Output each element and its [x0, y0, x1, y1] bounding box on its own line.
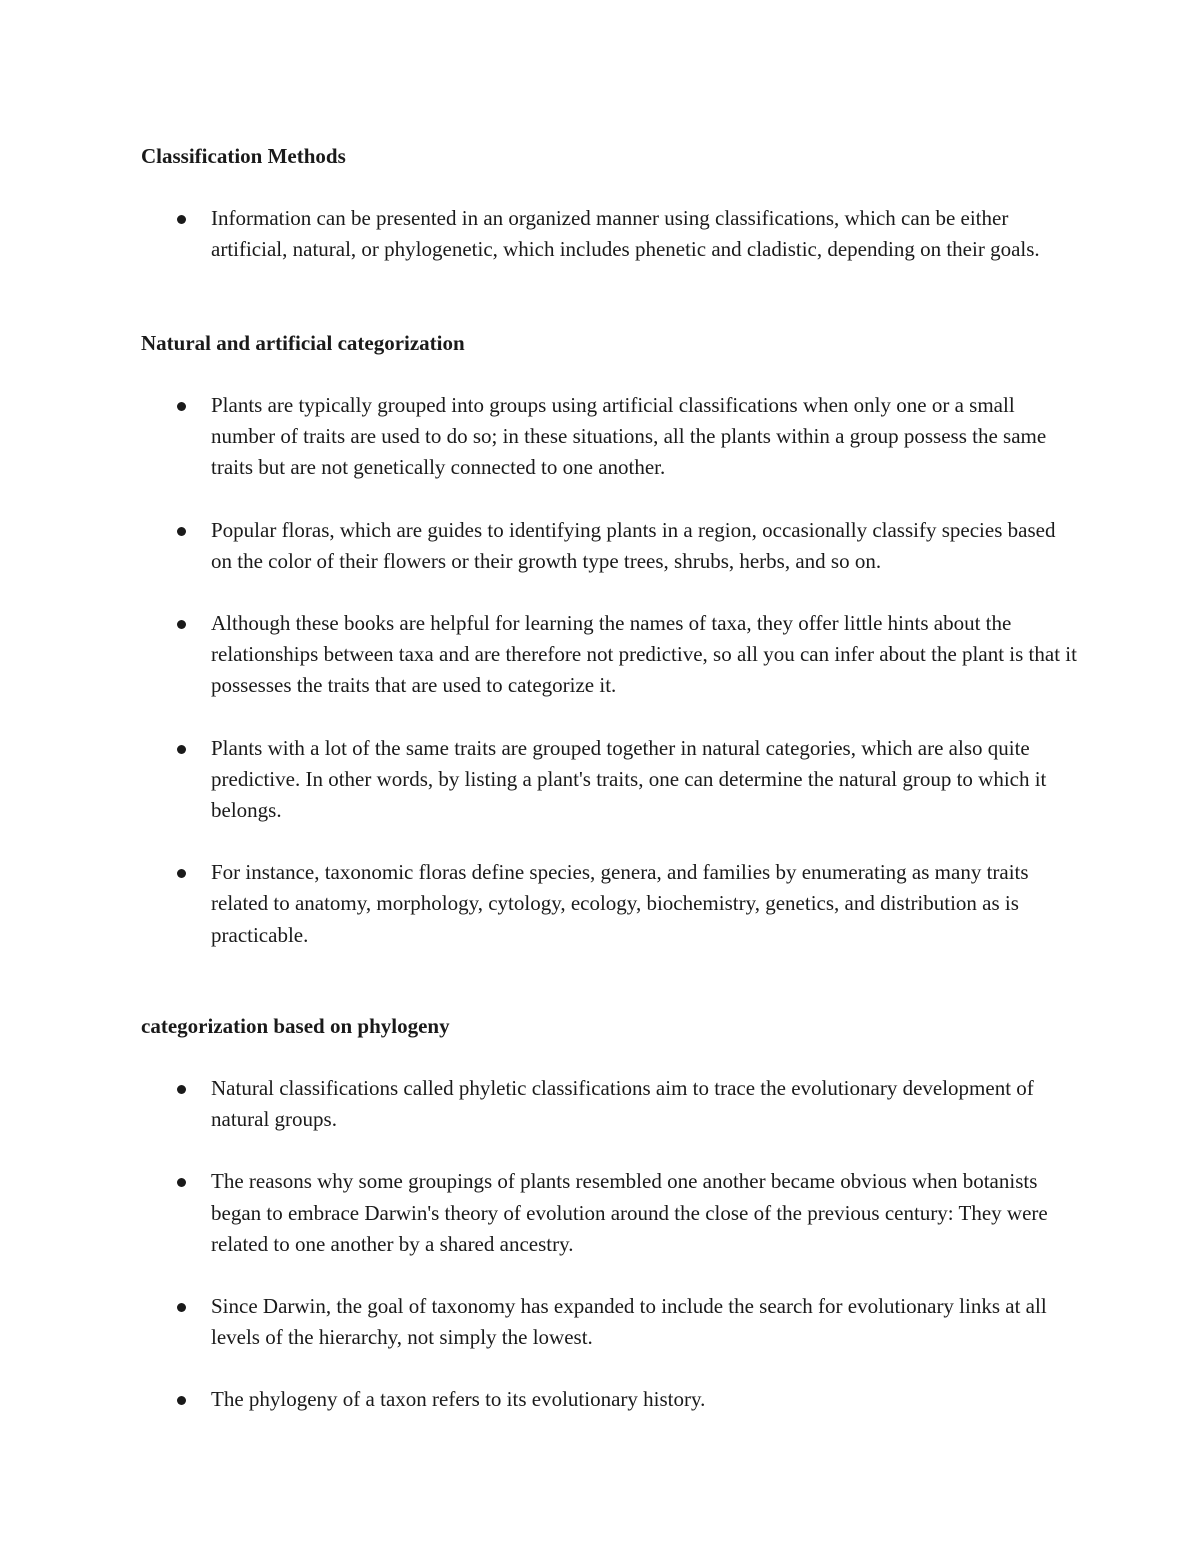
list-item-text: Although these books are helpful for learning the names of taxa, they offer little hints about the relationships between taxa and are therefore not predictive, so all you can infer about the plant is that it possesses the traits that are used to categorize it.: [211, 611, 1077, 698]
list-item-text: The reasons why some groupings of plants resembled one another became obvious when botanists began to embrace Darwin's theory of evolution around the close of the previous century: They were related to one another by a shared ancestry.: [211, 1169, 1048, 1256]
bullet-icon: [177, 745, 186, 754]
section-heading: categorization based on phylogeny: [141, 1014, 450, 1038]
bullet-icon: [177, 869, 186, 878]
list-item-text: Information can be presented in an organized manner using classifications, which can be either artificial, natural, or phylogenetic, which includes phenetic and cladistic, depending on their goals.: [211, 206, 1040, 262]
list-item: [141, 203, 1081, 265]
list-item-text: Natural classifications called phyletic classifications aim to trace the evolutionary development of natural groups.: [211, 1076, 1034, 1132]
bullet-icon: [177, 620, 186, 629]
list-item-text: Plants with a lot of the same traits are grouped together in natural categories, which are also quite predictive. In other words, by listing a plant's traits, one can determine the natural group to which it belongs.: [211, 735, 1047, 823]
list-item-text: Plants are typically grouped into groups using artificial classifications when only one or a small number of traits are used to do so; in these situations, all the plants within a group possess the same traits but are not genetically connected to one another.: [211, 393, 1047, 480]
section-phylogeny: [141, 1011, 1081, 1416]
section-heading: Natural and artificial categorization: [141, 331, 465, 355]
bullet-icon: [177, 1085, 186, 1094]
bullet-icon: [177, 527, 186, 536]
list-item-text: The phylogeny of a taxon refers to its evolutionary history.: [211, 1387, 706, 1412]
bullet-icon: [177, 215, 186, 224]
section-heading: Classification Methods: [141, 144, 346, 168]
section-classification-methods: [141, 141, 1081, 265]
list-item: [141, 1291, 1081, 1353]
section-natural-artificial: [141, 328, 1081, 951]
bullet-list: [141, 390, 1081, 951]
bullet-list: [141, 203, 1081, 265]
bullet-icon: [177, 402, 186, 411]
list-item: [141, 608, 1081, 702]
list-item: [141, 733, 1081, 827]
list-item: [141, 515, 1081, 577]
list-item: [141, 857, 1081, 951]
bullet-icon: [177, 1396, 186, 1405]
list-item-text: Popular floras, which are guides to identifying plants in a region, occasionally classify species based on the color of their flowers or their growth type trees, shrubs, herbs, and so on.: [211, 517, 1056, 573]
bullet-icon: [177, 1303, 186, 1312]
list-item: [141, 1384, 1081, 1415]
list-item: [141, 390, 1081, 484]
list-item: [141, 1166, 1081, 1260]
bullet-list: [141, 1073, 1081, 1416]
list-item-text: For instance, taxonomic floras define species, genera, and families by enumerating as many traits related to anatomy, morphology, cytology, ecology, biochemistry, genetics, and distribution as is practicable.: [211, 860, 1029, 947]
bullet-icon: [177, 1178, 186, 1187]
list-item-text: Since Darwin, the goal of taxonomy has expanded to include the search for evolutionary links at all levels of the hierarchy, not simply the lowest.: [211, 1294, 1047, 1350]
list-item: [141, 1073, 1081, 1135]
